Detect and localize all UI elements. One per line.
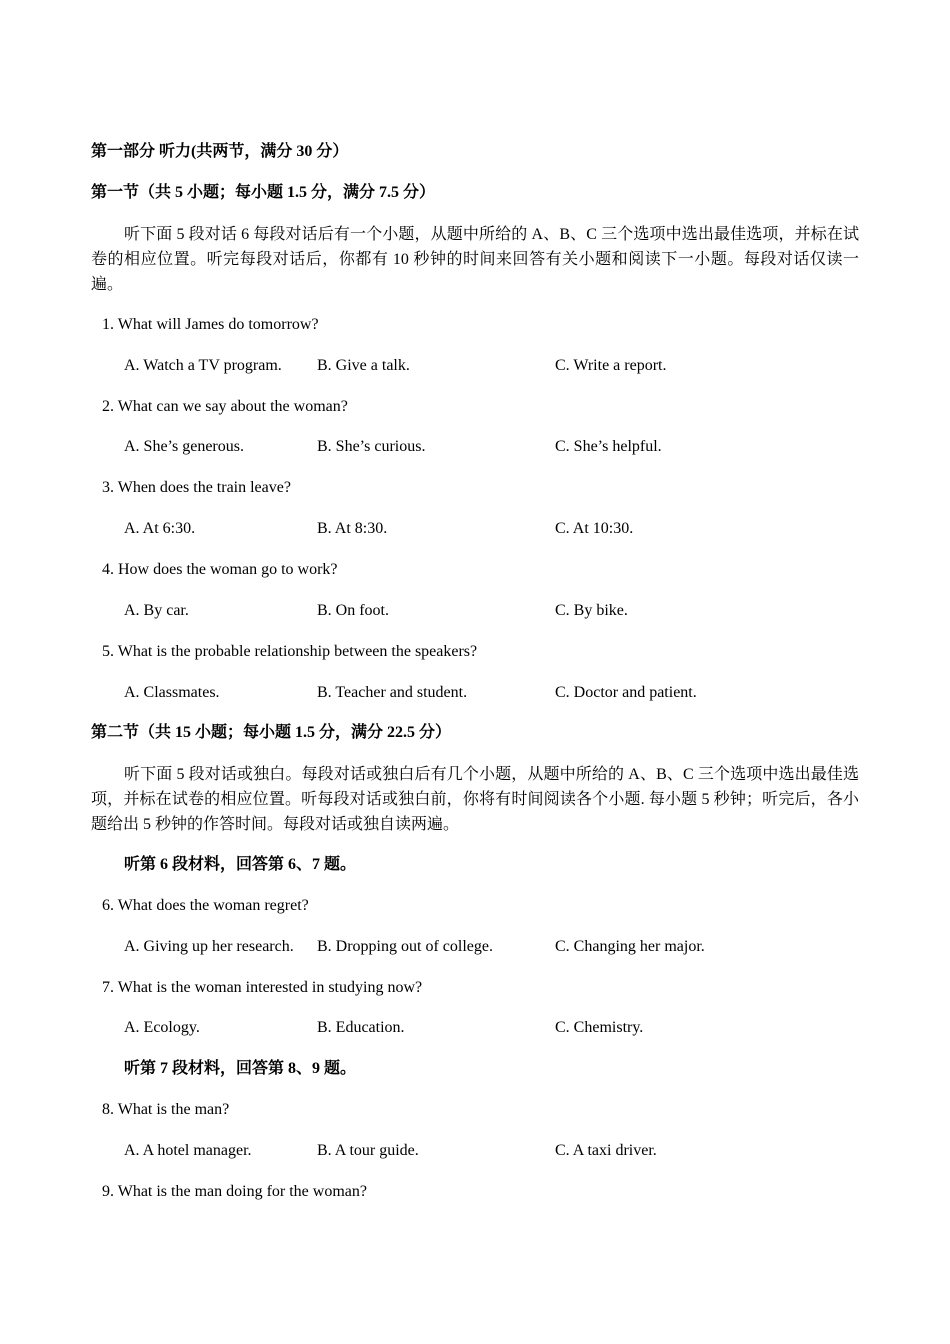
section2-title: 第二节（共 15 小题；每小题 1.5 分，满分 22.5 分） (91, 724, 452, 741)
section1-instructions: 听下面 5 段对话 6 每段对话后有一个小题，从题中所给的 A、B、C 三个选项中选出最佳选项，并标在试卷的相应位置。听完每段对话后，你都有 10 秒钟的时间来回答有关小题和阅读下一小题。每段对话仅读一遍。 (91, 226, 859, 293)
material-7-heading: 听第 7 段材料，回答第 8、9 题。 (124, 1060, 357, 1077)
q5-option-c: C. Doctor and patient. (555, 684, 697, 701)
q2-option-c: C. She’s helpful. (555, 438, 662, 455)
section1-title: 第一节（共 5 小题；每小题 1.5 分，满分 7.5 分） (91, 184, 436, 201)
q8-option-a: A. A hotel manager. (124, 1142, 252, 1159)
q3-option-c: C. At 10:30. (555, 520, 634, 537)
question-9: 9. What is the man doing for the woman? (102, 1183, 367, 1200)
q5-option-b: B. Teacher and student. (317, 684, 468, 701)
question-1: 1. What will James do tomorrow? (102, 316, 319, 333)
q6-option-b: B. Dropping out of college. (317, 938, 493, 955)
section2-instructions: 听下面 5 段对话或独白。每段对话或独白后有几个小题，从题中所给的 A、B、C 三个选项中选出最佳选项，并标在试卷的相应位置。听每段对话或独白前，你将有时间阅读各个小题. 每小题 5 秒钟；听完后，各小题给出 5 秒钟的作答时间。每段对话或独自读两遍。 (91, 766, 859, 833)
q1-option-a: A. Watch a TV program. (124, 357, 282, 374)
question-6: 6. What does the woman regret? (102, 897, 309, 914)
question-2: 2. What can we say about the woman? (102, 398, 348, 415)
material-6-heading: 听第 6 段材料，回答第 6、7 题。 (124, 856, 357, 873)
q4-option-c: C. By bike. (555, 602, 628, 619)
q4-option-b: B. On foot. (317, 602, 389, 619)
q3-option-a: A. At 6:30. (124, 520, 196, 537)
q1-option-b: B. Give a talk. (317, 357, 410, 374)
q5-option-a: A. Classmates. (124, 684, 220, 701)
q6-option-a: A. Giving up her research. (124, 938, 294, 955)
q7-option-c: C. Chemistry. (555, 1019, 644, 1036)
q2-option-b: B. She’s curious. (317, 438, 426, 455)
q7-option-a: A. Ecology. (124, 1019, 200, 1036)
q4-option-a: A. By car. (124, 602, 189, 619)
question-3: 3. When does the train leave? (102, 479, 291, 496)
q2-option-a: A. She’s generous. (124, 438, 244, 455)
question-7: 7. What is the woman interested in studying now? (102, 979, 423, 996)
question-4: 4. How does the woman go to work? (102, 561, 338, 578)
q7-option-b: B. Education. (317, 1019, 405, 1036)
question-5: 5. What is the probable relationship between the speakers? (102, 643, 478, 660)
q8-option-b: B. A tour guide. (317, 1142, 419, 1159)
q6-option-c: C. Changing her major. (555, 938, 705, 955)
q1-option-c: C. Write a report. (555, 357, 667, 374)
question-8: 8. What is the man? (102, 1101, 230, 1118)
q8-option-c: C. A taxi driver. (555, 1142, 657, 1159)
q3-option-b: B. At 8:30. (317, 520, 388, 537)
part-title: 第一部分 听力(共两节，满分 30 分） (91, 143, 349, 160)
